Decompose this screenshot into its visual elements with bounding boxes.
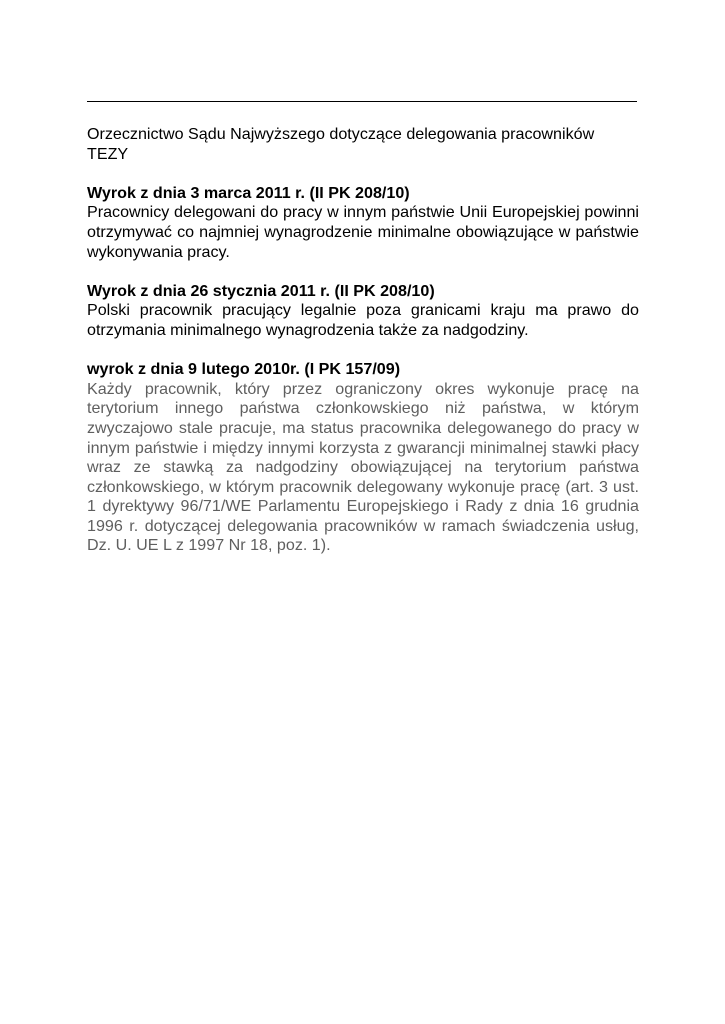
document-subtitle: TEZY (87, 144, 129, 163)
ruling-heading: Wyrok z dnia 26 stycznia 2011 r. (II PK 208/10) (87, 281, 435, 300)
document-title: Orzecznictwo Sądu Najwyższego dotyczące delegowania pracowników (87, 125, 595, 143)
document-body (87, 125, 639, 576)
ruling-text: Każdy pracownik, który przez ograniczony okres wykonuje pracę na terytorium innego państwa członkowskiego niż państwa, w którym zwyczajowo stale pracuje, ma status pracownika delegowanego do pracy w innym państwie i między innymi korzysta z gwarancji minimalnej stawki płacy wraz ze stawką za nadgodziny obowiązującej na terytorium państwa członkowskiego, w którym pracownik delegowany wykonuje pracę (art. 3 ust. 1 dyrektywy 96/71/WE Parlamentu Europejskiego i Rady z dnia 16 grudnia 1996 r. dotyczącej delegowania pracowników w ramach świadczenia usług, Dz. U. UE L z 1997 Nr 18, poz. 1). (87, 379, 639, 555)
ruling-3 (87, 360, 639, 556)
ruling-heading: Wyrok z dnia 3 marca 2011 r. (II PK 208/10) (87, 183, 410, 202)
ruling-heading: wyrok z dnia 9 lutego 2010r. (I PK 157/09) (87, 360, 401, 379)
ruling-text: Pracownicy delegowani do pracy w innym państwie Unii Europejskiej powinni otrzymywać co najmniej wynagrodzenie minimalne obowiązujące w państwie wykonywania pracy. (87, 203, 639, 261)
ruling-text: Polski pracownik pracujący legalnie poza granicami kraju ma prawo do otrzymania minimalnego wynagrodzenia także za nadgodziny. (87, 301, 639, 339)
document-title-block (87, 125, 639, 164)
horizontal-rule (87, 101, 637, 102)
ruling-2 (87, 282, 639, 341)
ruling-1 (87, 184, 639, 262)
